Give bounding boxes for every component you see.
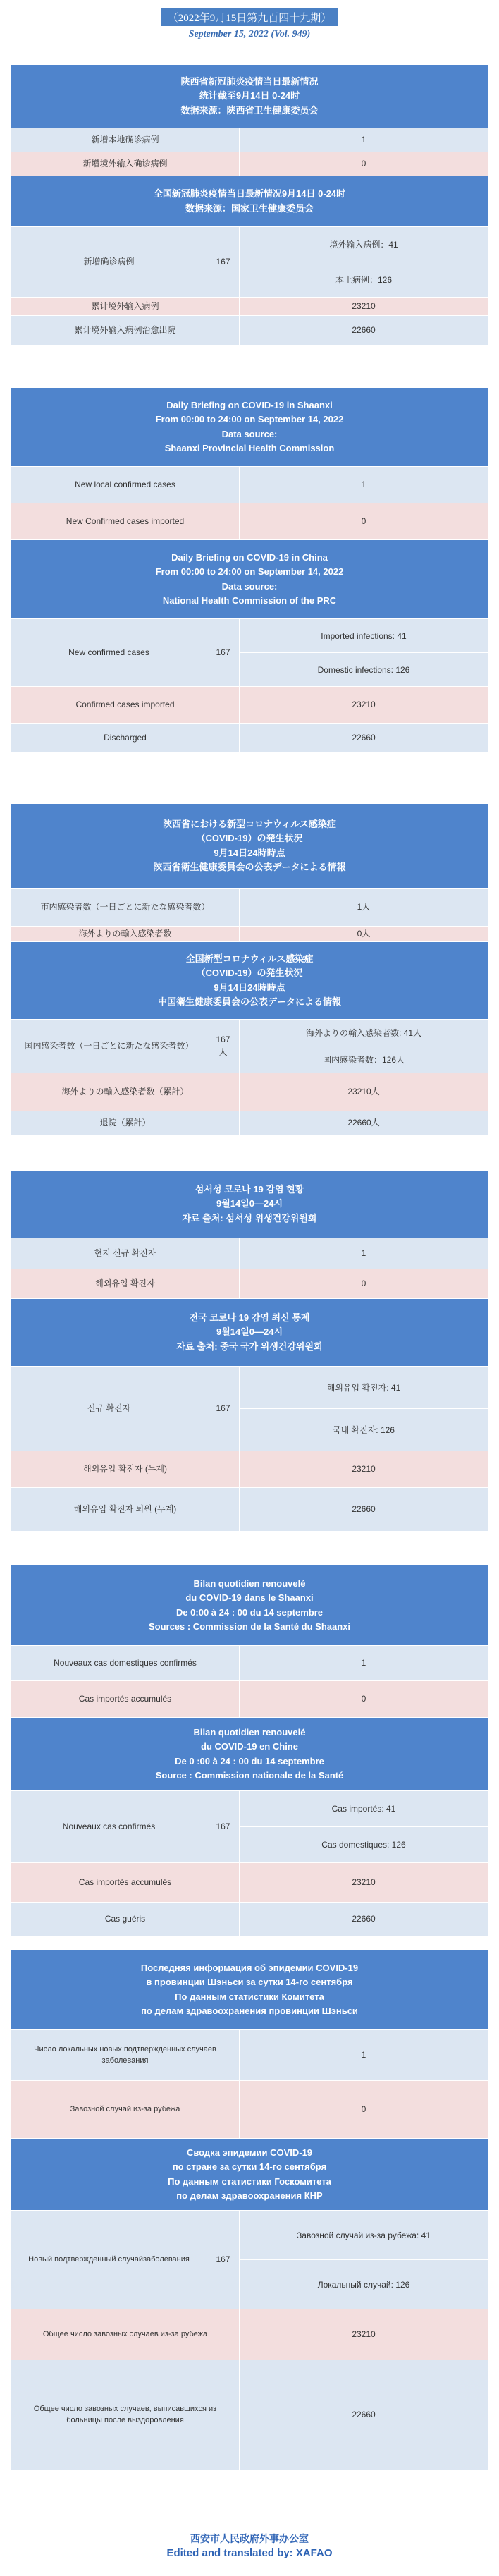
cumulative-label: Cas importés accumulés: [11, 1863, 240, 1902]
issue-header: [0, 8, 499, 40]
header-line: по делам здравоохранения КНР: [176, 2190, 323, 2201]
row-value: 0: [361, 2104, 366, 2114]
header-line: （COVID-19）の発生状況: [196, 967, 303, 979]
discharged-value: 22660人: [347, 1117, 380, 1128]
header-line: National Health Commission of the PRC: [162, 594, 337, 606]
imported-count: Cas importés: 41: [240, 1791, 488, 1827]
table-row: [11, 467, 488, 503]
confirmed-row: [11, 1791, 488, 1863]
header-line: Data source:: [221, 428, 278, 439]
china-header: [11, 2139, 488, 2211]
header-line: From 00:00 to 24:00 on September 14, 2022: [155, 566, 344, 578]
domestic-count: Domestic infections: 126: [317, 664, 410, 675]
header-line: du COVID-19 en Chine: [201, 1741, 298, 1752]
discharged-label: Cas guéris: [11, 1903, 240, 1936]
header-line: Sources : Commission de la Santé du Shaanxi: [148, 1620, 351, 1632]
shaanxi-header: [11, 388, 488, 467]
confirmed-breakdown: [240, 1367, 488, 1451]
confirmed-total: 167: [207, 1791, 240, 1862]
shaanxi-header: [11, 804, 488, 889]
row-label: 市内感染者数（一日ごとに新たな感染者数）: [11, 889, 240, 926]
cumulative-label: Confirmed cases imported: [11, 687, 240, 723]
shaanxi-header: [11, 1171, 488, 1238]
section-fr: [11, 1565, 488, 1936]
cumulative-imported-row: [11, 1863, 488, 1903]
confirmed-label: Новый подтвержденный случайзаболевания: [11, 2211, 207, 2309]
section-zh: [11, 65, 488, 346]
confirmed-label: 国内感染者数（一日ごとに新たな感染者数）: [11, 1020, 207, 1073]
row-value: 0: [361, 158, 366, 169]
cumulative-value: 23210: [352, 2328, 376, 2339]
table-row: [11, 1238, 488, 1269]
row-label: Завозной случай из-за рубежа: [11, 2081, 240, 2138]
confirmed-breakdown: [240, 1791, 488, 1862]
header-line: 全国新冠肺炎疫情当日最新情况9月14日 0-24时: [153, 188, 346, 200]
header-line: 统计截至9月14日 0-24时: [199, 90, 300, 102]
footer: [0, 2532, 499, 2559]
header-line: Shaanxi Provincial Health Commission: [164, 442, 335, 453]
confirmed-label: Nouveaux cas confirmés: [11, 1791, 207, 1862]
discharged-value: 22660: [352, 1503, 376, 1514]
header-line: Source : Commission nationale de la Santé: [155, 1769, 344, 1781]
confirmed-breakdown: [240, 619, 488, 686]
cumulative-value: 23210人: [347, 1086, 380, 1097]
row-label: 현지 신규 확진자: [11, 1238, 240, 1269]
cumulative-value: 23210: [352, 1876, 376, 1887]
imported-count: Завозной случай из-за рубежа: 41: [240, 2211, 488, 2260]
header-line: Последняя информация об эпидемии COVID-19: [140, 1962, 359, 1974]
confirmed-row: [11, 227, 488, 298]
header-line: Bilan quotidien renouvelé: [193, 1727, 306, 1738]
table-row: [11, 2030, 488, 2081]
header-line: 陝西省における新型コロナウィルス感染症: [163, 819, 336, 830]
row-label: Cas importés accumulés: [11, 1681, 240, 1717]
discharged-value: 22660: [352, 732, 376, 743]
header-line: 9月14日24時時点: [214, 847, 285, 858]
cumulative-value: 23210: [352, 300, 376, 311]
confirmed-total: 167: [207, 1367, 240, 1451]
row-value: 0: [361, 1693, 366, 1704]
confirmed-breakdown: [240, 1020, 488, 1073]
confirmed-total: 167: [207, 619, 240, 686]
header-line: 자료 출처: 중국 국가 위생건강위원회: [176, 1341, 323, 1352]
header-line: Daily Briefing on COVID-19 in Shaanxi: [166, 400, 333, 411]
domestic-count: 本土病例：126: [335, 275, 393, 285]
discharged-label: 累计境外输入病例治愈出院: [11, 316, 240, 345]
header-line: 9월14일0—24시: [216, 1198, 283, 1209]
section-ja: [11, 804, 488, 1135]
discharged-label: Общее число завозных случаев, выписавшихся из больницы после выздоровления: [11, 2360, 240, 2470]
shaanxi-header: [11, 1565, 488, 1646]
confirmed-row: [11, 1020, 488, 1073]
header-line: 陝西省衛生健康委員会の公表データによる情報: [153, 861, 346, 872]
domestic-count: Cas domestiques: 126: [321, 1840, 406, 1850]
header-line: в провинции Шэньси за сутки 14-го сентября: [146, 1977, 353, 1988]
discharged-label: Discharged: [11, 724, 240, 752]
confirmed-breakdown: [240, 227, 488, 297]
discharged-label: 退院（累計）: [11, 1111, 240, 1135]
row-value: 0: [361, 1278, 366, 1288]
discharged-value: 22660: [352, 324, 376, 335]
table-row: [11, 2081, 488, 2139]
header-line: 全国新型コロナウィルス感染症: [185, 953, 314, 965]
domestic-count: Локальный случай: 126: [317, 2279, 410, 2290]
discharged-row: [11, 724, 488, 753]
table-row: [11, 889, 488, 927]
header-line: De 0:00 à 24 : 00 du 14 septembre: [175, 1606, 324, 1618]
header-line: 자료 출처: 섬서성 위생건강위원회: [182, 1212, 317, 1223]
table-row: [11, 1681, 488, 1718]
row-value: 0人: [357, 928, 371, 939]
footer-credit: Edited and translated by: XAFAO: [166, 2547, 333, 2559]
confirmed-breakdown: [240, 2211, 488, 2309]
header-line: Daily Briefing on COVID-19 in China: [171, 552, 328, 563]
header-line: 9월14일0—24시: [216, 1326, 283, 1338]
discharged-row: [11, 1111, 488, 1135]
issue-date: September 15, 2022 (Vol. 949): [188, 29, 311, 39]
imported-count: 海外よりの輸入感染者数: 41人: [240, 1020, 488, 1046]
header-line: du COVID-19 dans le Shaanxi: [185, 1592, 314, 1604]
section-ru: [11, 1950, 488, 2470]
header-line: 섬서성 코로나 19 감염 현황: [195, 1184, 304, 1195]
header-line: 数据来源：陕西省卫生健康委员会: [180, 104, 319, 116]
confirmed-total: 167: [207, 2211, 240, 2309]
domestic-count: 国内感染者数：126人: [322, 1055, 405, 1065]
table-row: [11, 503, 488, 540]
china-header: [11, 176, 488, 227]
cumulative-value: 23210: [352, 1463, 376, 1474]
section-ko: [11, 1171, 488, 1532]
header-line: （COVID-19）の発生状況: [196, 833, 303, 844]
cumulative-imported-row: [11, 687, 488, 724]
cumulative-imported-row: [11, 2309, 488, 2360]
header-line: From 00:00 to 24:00 on September 14, 2022: [155, 414, 344, 425]
header-line: Data source:: [221, 580, 278, 592]
imported-count: Imported infections: 41: [240, 619, 488, 653]
row-value: 1: [361, 2049, 366, 2060]
cumulative-label: 해외유입 확진자 (누계): [11, 1451, 240, 1487]
china-header: [11, 942, 488, 1020]
header-line: 전국 코로나 19 감염 최신 통계: [189, 1312, 310, 1324]
cumulative-value: 23210: [352, 699, 376, 709]
row-label: Nouveaux cas domestiques confirmés: [11, 1646, 240, 1680]
imported-count: 境外输入病例：41: [240, 227, 488, 262]
china-header: [11, 1718, 488, 1791]
footer-office: 西安市人民政府外事办公室: [190, 2534, 309, 2545]
discharged-row: [11, 2360, 488, 2470]
table-row: [11, 1269, 488, 1299]
header-line: 9月14日24時時点: [214, 982, 285, 993]
header-line: Bilan quotidien renouvelé: [193, 1578, 306, 1589]
domestic-count: 국내 확진자: 126: [333, 1425, 395, 1435]
row-value: 0: [361, 515, 366, 526]
row-value: 1: [361, 1247, 366, 1258]
table-row: [11, 128, 488, 152]
table-row: [11, 1646, 488, 1681]
cumulative-imported-row: [11, 298, 488, 316]
cumulative-label: 海外よりの輸入感染者数（累計）: [11, 1073, 240, 1111]
row-label: New local confirmed cases: [11, 467, 240, 503]
header-line: 陕西省新冠肺炎疫情当日最新情况: [180, 76, 319, 87]
header-line: Сводка эпидемии COVID-19: [186, 2147, 313, 2159]
header-line: 数据来源：国家卫生健康委员会: [185, 202, 314, 214]
discharged-row: [11, 1903, 488, 1936]
confirmed-label: 新增确诊病例: [11, 227, 207, 297]
confirmed-label: New confirmed cases: [11, 619, 207, 686]
header-line: По данным статистики Комитета: [175, 1991, 324, 2002]
imported-count: 해외유입 확진자: 41: [240, 1367, 488, 1409]
cumulative-label: 累计境外输入病例: [11, 298, 240, 315]
header-line: по стране за сутки 14-го сентября: [172, 2161, 327, 2173]
confirmed-total: 167: [207, 227, 240, 297]
confirmed-row: [11, 619, 488, 687]
confirmed-total: 167人: [207, 1020, 240, 1073]
row-label: 新增本地确诊病例: [11, 128, 240, 152]
cumulative-label: Общее число завозных случаев из-за рубежа: [11, 2309, 240, 2360]
row-value: 1: [361, 134, 366, 145]
header-line: По данным статистики Госкомитета: [168, 2175, 331, 2187]
confirmed-row: [11, 1367, 488, 1451]
cumulative-imported-row: [11, 1073, 488, 1111]
confirmed-label: 신규 확진자: [11, 1367, 207, 1451]
discharged-label: 해외유입 확진자 퇴원 (누계): [11, 1488, 240, 1531]
header-line: 中国衛生健康委員会の公表データによる情報: [157, 996, 341, 1007]
row-value: 1: [361, 1657, 366, 1668]
header-line: по делам здравоохранения провинции Шэньси: [141, 2005, 358, 2016]
table-row: [11, 152, 488, 176]
china-header: [11, 1299, 488, 1367]
row-label: 海外よりの輸入感染者数: [11, 927, 240, 941]
row-label: New Confirmed cases imported: [11, 503, 240, 539]
confirmed-row: [11, 2211, 488, 2309]
row-label: 해외유입 확진자: [11, 1269, 240, 1298]
row-label: Число локальных новых подтвержденных случаев заболевания: [11, 2030, 240, 2080]
row-label: 新增境外输入确诊病例: [11, 152, 240, 176]
shaanxi-header: [11, 65, 488, 128]
china-header: [11, 540, 488, 619]
discharged-value: 22660: [352, 1913, 376, 1924]
issue-title: （2022年9月15日第九百四十九期）: [161, 8, 339, 26]
cumulative-imported-row: [11, 1451, 488, 1488]
discharged-row: [11, 1488, 488, 1532]
shaanxi-header: [11, 1950, 488, 2030]
discharged-row: [11, 316, 488, 346]
row-value: 1人: [357, 901, 371, 912]
section-en: [11, 388, 488, 753]
row-value: 1: [361, 479, 366, 489]
header-line: De 0 :00 à 24 : 00 du 14 septembre: [175, 1755, 324, 1766]
discharged-value: 22660: [352, 2409, 376, 2419]
table-row: [11, 927, 488, 942]
